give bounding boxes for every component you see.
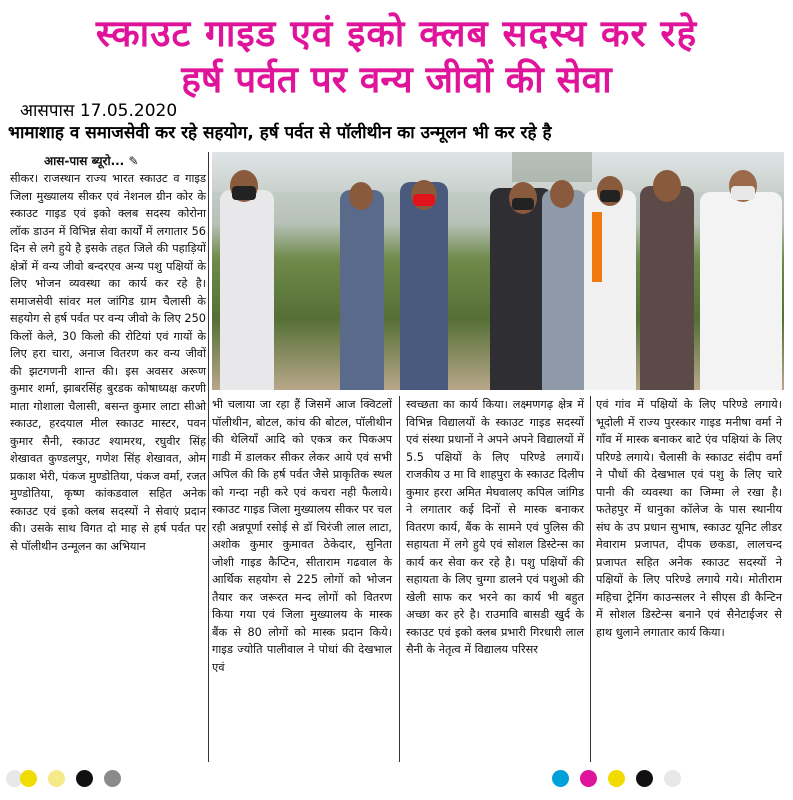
group-photo [212,152,784,390]
article-text: सीकर। राजस्थान राज्य भारत स्काउट व गाइड जिला मुख्यालय सीकर एवं नेशनल ग्रीन कोर के स्काउट गाइड एवं इको क्लब सदस्य कोरोना लॉक डाउन में विभिन्न सेवा कार्यों में लगातार 56 दिन से लगे हुये है इसके तहत जिले की पहाड़ियों क्षेत्रों में वन्य जीवो बन्दरएव अन्य पशु पक्षियों के लिए भोजन व्यवस्था का कार्य कर रहे है। समाजसेवी सांवर मल जांगिड ग्राम चैलासी के सहयोग से हर्ष पर्वत पर वन्य जीवो के लिए 250 किलों केले, 30 किलो की रोटियां एवं गायों के लिए हरा चारा, अनाज वितरण कर वन्य जीवों की झटगणनी शान्त की। इस अवसर अरूण कुमार शर्मा, झाबरसिंह बुरडक कोषाध्यक्ष करणी माता गोशाला चैलासी, बसन्त कुमार लाटा सीओ स्काउट, हरदयाल मील स्काउट मास्टर, पवन कुमार सैनी, स्काउट श्यामरथ, रघुवीर सिंह शेखावत कुण्डलपुर, गणेश सिंह शेखावत, ओम प्रकाश भेरी, पंकज मुण्डोतिया, पंकज वर्मा, रजत मुण्डोतिया, कृष्ण कांकडवाल सहित अनेक स्काउट एवं इको क्लब सदस्यों ने सेवाएं प्रदान की। उसके साथ विगत दो माह से हर्ष पर्वत पर से पॉलीथीन उन्मूलन का अभियान [10,172,206,553]
article-column-3 [406,396,584,659]
pen-icon: ✎ [128,154,139,168]
dateline: आसपास 17.05.2020 [20,101,178,121]
article-text: भी चलाया जा रहा हैं जिसमें आज क्विटलों पॉलीथीन, बोटल, कांच की बोटल, पॉलीथीन की थेलियाँ आदि को एकत्र कर पिकअप गाडी में डालकर सीकर लेकर आये एवं सभी अपिल की कि हर्ष पर्वत जैसे प्राकृतिक स्थल को गन्दा नही करे एवं कचरा नही फैलाये। स्काउट गाइड जिला मुख्यालय सीकर पर चल रही अन्नपूर्णा रसोई से डॉ चिरंजी लाल लाटा, अशोक कुमार कुमावत ठेकेदार, सुनिता जोशी गाइड कैप्टिन, सीताराम गढवाल के आर्थिक सहयोग से 225 लोगों को भोजन तैयार कर जरूरत मन्द लोगों को वितरण किया गया एवं जिला मुख्यालय के मास्क बैंक से 80 लोगों को मास्क प्रदान किये। गाइड ज्योति पालीवाल ने पोधां की देखभाल एवं [212,398,392,674]
registration-dot [104,770,121,787]
registration-marks [0,770,793,790]
article-column-4 [596,396,782,641]
article-text: एवं गांव में पक्षियों के लिए परिण्डे लगाये। भूदोली में राज्य पुरस्कार गाइड मनीषा वर्मा ने गाँव में मास्क बनाकर बाटे एंव पक्षियां के लिए परिण्डे लगाये। चैलासी के स्काउट संदीप वर्मा ने पौधों की देखभाल एवं पशु के लिए चारे पानी की व्यवस्था का जिम्मा ले रखा है। फतेहपुर में धानुका कॉलेज के पास स्थानीय संघ के उप प्रधान सुभाष, स्काउट यूनिट लीडर मेवाराम प्रजापत, दीपक छकडा, लालचन्द प्रजापत सहित अनेक स्काउट सदस्यों ने पक्षियों के लिए परिण्डे लगाये गये। मोतीराम महिचा ट्रेनिंग काउन्सलर ने सीएस डी कैन्टिन में सोशल डिस्टेन्स बनाने एवं सैनेटाईजर से हाथ धुलाने लगातार कार्य किया। [596,398,782,639]
subheadline: भामाशाह व समाजसेवी कर रहे सहयोग, हर्ष पर्वत से पॉलीथीन का उन्मूलन भी कर रहे है [8,123,552,143]
headline-line-1: स्काउट गाइड एवं इको क्लब सदस्य कर रहे [95,12,698,55]
column-rule [208,152,209,762]
registration-dot [664,770,681,787]
registration-dot [608,770,625,787]
registration-dot [636,770,653,787]
article-column-1 [10,170,206,555]
byline-text: आस-पास ब्यूरो... [44,154,125,168]
byline [44,152,139,169]
registration-dot [552,770,569,787]
column-rule [590,396,591,762]
column-rule [399,396,400,762]
headline-line-2: हर्ष पर्वत पर वन्य जीवों की सेवा [181,58,612,101]
article-column-2 [212,396,392,676]
registration-dot [76,770,93,787]
registration-dot [20,770,37,787]
registration-dot [580,770,597,787]
registration-dot [48,770,65,787]
article-text: स्वच्छता का कार्य किया। लक्ष्मणगढ़ क्षेत्र में विभिन्न विद्यालयों के स्काउट गाइड सदस्यों एवं संस्था प्रधानों ने अपने अपने विद्यालयों में 5.5 पक्षियों के लिए परिण्डे लगायें। राजकीय उ मा वि शाहपुरा के स्काउट दिलीप कुमार हररा अमित मेघवालए कपिल जांगिड ने लगातार कई दिनों से मास्क बनाकर वितरण कार्य, बैंक के सामने एवं पुलिस की सहायता में लगे हुये एवं सोशल डिस्टेन्स का कार्य कर सेवा कर रहे है। पशु पक्षियों की सहायता के लिए चुग्गा डालने एवं पशुओ की खेली साफ कर भरने का कार्य भी बहुत अच्छा कर हरे है। राउमावि बासडी खुर्द के स्काउट एवं इको क्लब प्रभारी गिरधारी लाल सैनी के नेतृत्व में विद्यालय परिसर [406,398,584,656]
